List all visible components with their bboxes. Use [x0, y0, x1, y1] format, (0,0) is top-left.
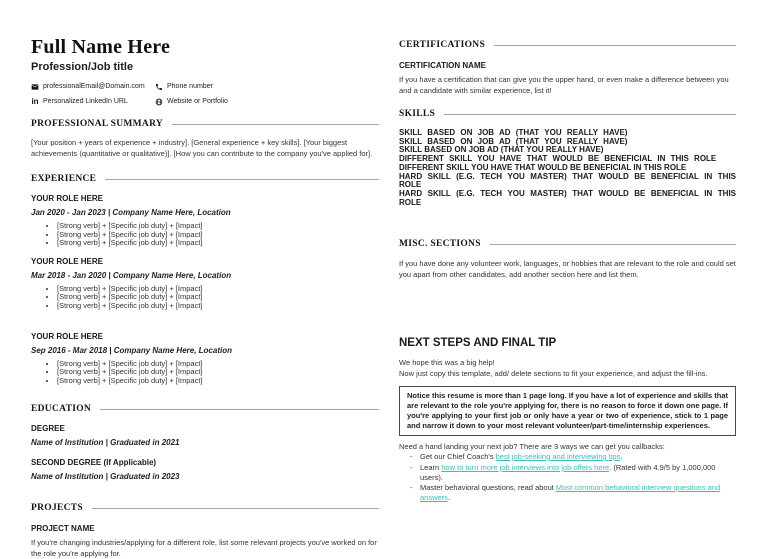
skill-item: HARD SKILL (E.G. TECH YOU MASTER) THAT WOULD BE BENEFICIAL IN THIS ROLE [399, 188, 736, 207]
callbacks-intro: Need a hand landing your next job? There are 3 ways we can get you callbacks: [399, 441, 665, 451]
role-bullet: • [Strong verb] + [Specific job duty] + [Impact] [57, 293, 379, 302]
education-entry-1 [31, 424, 379, 448]
dash-bullet: - [410, 462, 413, 472]
next-steps-line1: We hope this was a big help! [399, 358, 495, 368]
globe-icon [155, 98, 163, 106]
full-name: Full Name Here [31, 36, 171, 58]
section-rule [100, 409, 379, 410]
role-bullet-list [31, 222, 379, 248]
section-rule [172, 124, 379, 125]
section-title: PROFESSIONAL SUMMARY [31, 119, 164, 129]
certification-name: CERTIFICATION NAME [399, 61, 486, 70]
project-body: If you're changing industries/applying for a different role, list some relevant projects you've worked on for the role you're applying for. [31, 538, 377, 558]
left-column [31, 36, 379, 559]
envelope-icon [31, 83, 39, 91]
callback-suffix: . [447, 493, 451, 503]
role-meta: Jan 2020 - Jan 2023 | Company Name Here, Location [31, 208, 231, 217]
callback-item-1 [399, 452, 736, 462]
role-bullet-list [31, 285, 379, 311]
skill-item: SKILL BASED ON JOB AD (THAT YOU REALLY HAVE) [399, 128, 628, 137]
dash-bullet: - [410, 483, 413, 493]
role-meta: Mar 2018 - Jan 2020 | Company Name Here, Location [31, 270, 232, 280]
experience-role-3 [31, 332, 379, 386]
role-bullet: • [Strong verb] + [Specific job duty] + [Impact] [57, 231, 379, 240]
role-bullet: • [Strong verb] + [Specific job duty] + [Impact] [57, 285, 379, 294]
skill-item: SKILL BASED ON JOB AD (THAT YOU REALLY HAVE) [399, 136, 628, 146]
link-job-seeking-tips[interactable]: best job-seeking and interviewing tips [495, 452, 621, 462]
section-title: SKILLS [399, 109, 436, 119]
role-title: YOUR ROLE HERE [31, 331, 104, 341]
degree-title: SECOND DEGREE (If Applicable) [31, 458, 157, 468]
section-rule [494, 45, 736, 46]
section-rule [105, 179, 379, 180]
role-meta: Sep 2016 - Mar 2018 | Company Name Here, Location [31, 345, 232, 355]
callback-item-3 [399, 483, 736, 503]
role-bullet: • [Strong verb] + [Specific job duty] + [Impact] [57, 360, 379, 369]
job-title: Profession/Job title [31, 61, 134, 73]
misc-body: If you have done any volunteer work, languages, or hobbies that are relevant to the role and could set you apart from other candidates, add another section here and list them. [399, 259, 736, 279]
skills-list [399, 129, 736, 207]
contact-linkedin-text: Personalized LinkedIn URL [43, 98, 128, 105]
callback-item-2 [399, 463, 736, 483]
contact-linkedin [31, 97, 155, 106]
contact-website-text: Website or Portfolio [167, 98, 228, 105]
role-bullet: • [Strong verb] + [Specific job duty] + [Impact] [57, 239, 379, 248]
role-bullet: • [Strong verb] + [Specific job duty] + [Impact] [57, 368, 379, 377]
section-header-misc [399, 239, 736, 250]
role-bullet-list [31, 360, 379, 386]
contact-phone [155, 82, 379, 91]
certification-body: If you have a certification that can give you the upper hand, or even make a difference between you and a candidate with similar experience, list it! [399, 75, 729, 95]
role-title: YOUR ROLE HERE [31, 256, 104, 266]
link-behavioral-questions[interactable]: Most common behavioral interview questions and answers [420, 483, 721, 503]
next-steps-intro [399, 358, 736, 379]
section-title: PROJECTS [31, 503, 84, 514]
callback-text [420, 483, 736, 503]
skill-item: DIFFERENT SKILL YOU HAVE THAT WOULD BE BENEFICIAL IN THIS ROLE [399, 154, 717, 164]
contact-block [31, 82, 379, 106]
skill-item: SKILL BASED ON JOB AD (THAT YOU REALLY HAVE) [399, 145, 604, 155]
right-column [399, 40, 736, 503]
callback-text [420, 463, 736, 483]
role-title: YOUR ROLE HERE [31, 194, 104, 203]
section-header-professional-summary [31, 119, 379, 130]
section-header-experience [31, 174, 379, 185]
section-header-skills [399, 109, 736, 120]
tip-box: Notice this resume is more than 1 page long. If you have a lot of experience and skills that are relevant to the role you're applying for, there is no reason to force it down one page. If you're applying to your first job or only have a year or two of experience, stick to 1 page and narrow it down to your most relevant volunteer/part-time/internship experiences. [399, 386, 736, 435]
degree-meta: Name of Institution | Graduated in 2021 [31, 438, 180, 448]
contact-website [155, 97, 379, 106]
skill-item: DIFFERENT SKILL YOU HAVE THAT WOULD BE BENEFICIAL IN THIS ROLE [399, 162, 687, 172]
contact-email [31, 82, 155, 91]
degree-meta: Name of Institution | Graduated in 2023 [31, 472, 180, 482]
next-steps-line2: Now just copy this template, add/ delete sections to fit your experience, and adjust the fill-ins. [399, 368, 708, 378]
callback-prefix: Get our Chief Coach's [420, 452, 496, 462]
section-title: CERTIFICATIONS [399, 40, 486, 50]
dash-bullet: - [410, 452, 413, 462]
section-header-education [31, 404, 379, 415]
callback-prefix: Master behavioral questions, read about [420, 483, 556, 493]
section-header-certifications [399, 40, 736, 51]
section-rule [444, 114, 736, 115]
phone-icon [155, 83, 163, 91]
callback-suffix: . (Rated with 4.9/5 by 1,000,000 users). [420, 462, 716, 482]
skill-item: HARD SKILL (E.G. TECH YOU MASTER) THAT WOULD BE BENEFICIAL IN THIS ROLE [399, 171, 736, 190]
link-interviews-into-offers[interactable]: how to turn more job interviews into job offers here [441, 462, 610, 472]
project-name: PROJECT NAME [31, 524, 95, 534]
section-title: EDUCATION [31, 404, 92, 415]
professional-summary-body: [Your position + years of experience + industry]. [General experience + key skills]. [Your biggest achievements (quantitative or qualitative)]. [How you can contribute to the company you've applied for]. [31, 138, 373, 158]
callback-prefix: Learn [420, 462, 442, 472]
section-title: MISC. SECTIONS [399, 239, 481, 250]
education-entry-2 [31, 458, 379, 482]
next-steps-title: NEXT STEPS AND FINAL TIP [399, 337, 557, 350]
callback-suffix: . [620, 452, 623, 462]
section-header-projects [31, 503, 379, 514]
section-title: EXPERIENCE [31, 174, 97, 184]
role-bullet: • [Strong verb] + [Specific job duty] + [Impact] [57, 222, 379, 231]
role-bullet: • [Strong verb] + [Specific job duty] + [Impact] [57, 377, 379, 386]
section-rule [490, 244, 736, 245]
section-rule [92, 508, 379, 509]
experience-role-2 [31, 257, 379, 311]
degree-title: DEGREE [31, 424, 65, 434]
linkedin-icon: in [31, 96, 39, 106]
role-bullet: • [Strong verb] + [Specific job duty] + [Impact] [57, 302, 379, 311]
callbacks-block [399, 442, 736, 504]
contact-phone-text: Phone number [167, 83, 213, 90]
contact-email-text: professionalEmail@Domain.com [43, 83, 145, 90]
experience-role-1 [31, 194, 379, 248]
callback-text [420, 452, 622, 462]
